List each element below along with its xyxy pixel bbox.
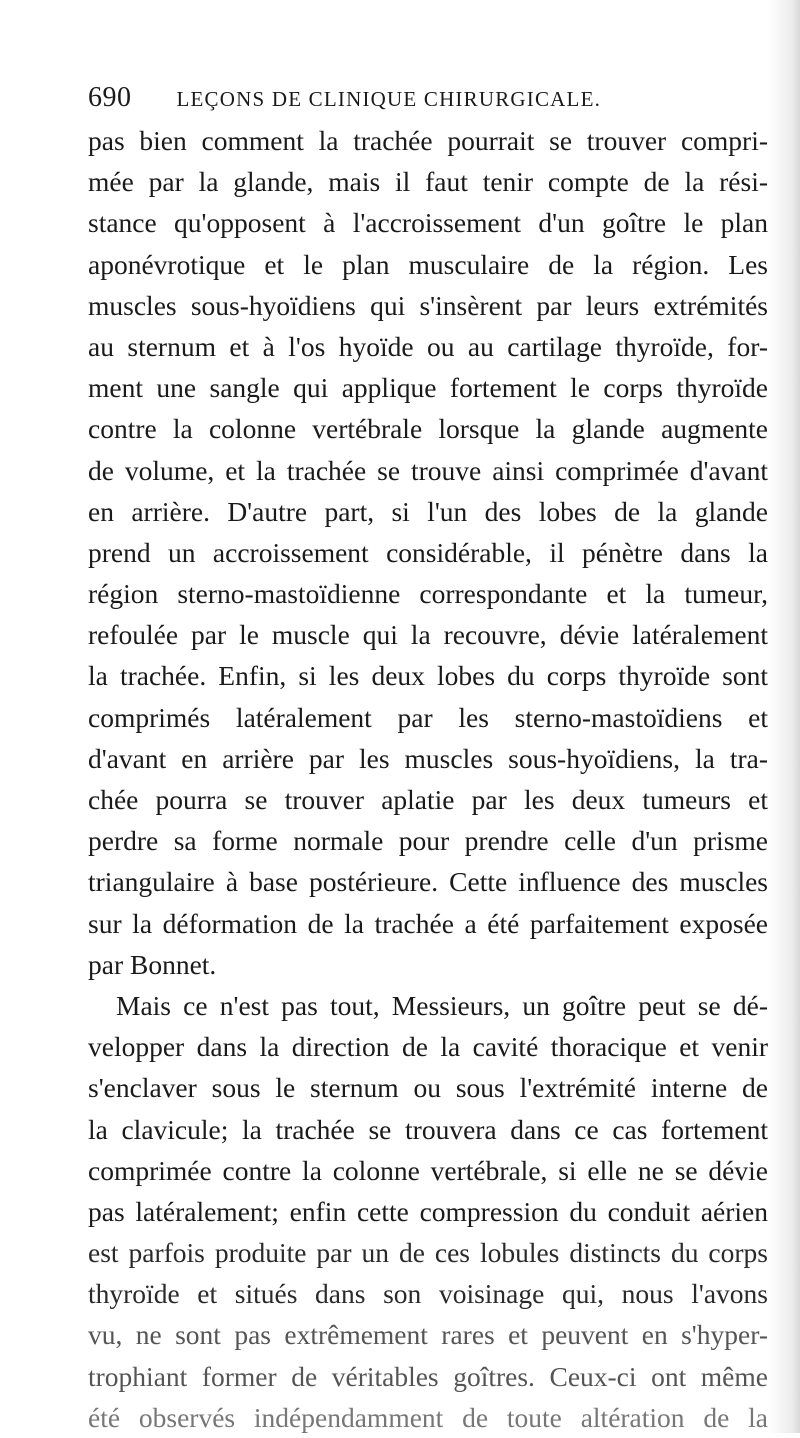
text-line: muscles sous-hyoïdiens qui s'insèrent par leurs extrémités <box>88 289 768 321</box>
text-line: sur la déformation de la trachée a été parfaitement exposée <box>88 907 768 939</box>
text-line: la trachée. Enfin, si les deux lobes du corps thyroïde sont <box>88 660 768 692</box>
text-line: pas bien comment la trachée pourrait se trouver compri- <box>88 125 768 156</box>
text-line: velopper dans la direction de la cavité thoracique et venir <box>88 1031 768 1063</box>
text-line: d'avant en arrière par les muscles sous-hyoïdiens, la tra- <box>88 742 768 774</box>
text-line: aponévrotique et le plan musculaire de la région. Les <box>88 248 768 280</box>
text-line: chée pourra se trouver aplatie par les deux tumeurs et <box>88 784 768 815</box>
text-line: vu, ne sont pas extrêmement rares et peuvent en s'hyper- <box>88 1319 768 1351</box>
running-head <box>88 82 708 116</box>
text-line: prend un accroissement considérable, il pénètre dans la <box>88 536 768 568</box>
running-head-title: LEÇONS DE CLINIQUE CHIRURGICALE. <box>176 87 602 111</box>
text-line: refoulée par le muscle qui la recouvre, dévie latéralement <box>88 619 768 651</box>
text-line: triangulaire à base postérieure. Cette influence des muscles <box>88 866 768 898</box>
text-line: comprimée contre la colonne vertébrale, si elle ne se dévie <box>88 1154 768 1186</box>
text-line: de volume, et la trachée se trouve ainsi comprimée d'avant <box>88 454 768 486</box>
paragraph-last-line: par Bonnet. <box>88 948 217 980</box>
text-line: s'enclaver sous le sternum ou sous l'extrémité interne de <box>88 1072 768 1104</box>
text-line: en arrière. D'autre part, si l'un des lobes de la glande <box>88 495 768 527</box>
paragraph-first-line: Mais ce n'est pas tout, Messieurs, un goître peut se dé- <box>116 989 768 1021</box>
text-line: région sterno-mastoïdienne correspondante et la tumeur, <box>88 578 768 610</box>
text-line: contre la colonne vertébrale lorsque la glande augmente <box>88 413 768 445</box>
text-line: la clavicule; la trachée se trouvera dans ce cas fortement <box>88 1113 768 1145</box>
text-line: ment une sangle qui applique fortement le corps thyroïde <box>88 372 768 404</box>
text-line: trophiant former de véritables goîtres. Ceux-ci ont même <box>88 1360 768 1392</box>
page-number: 690 <box>88 82 132 113</box>
text-line: pas latéralement; enfin cette compression du conduit aérien <box>88 1195 768 1227</box>
text-line: est parfois produite par un de ces lobules distincts du corps <box>88 1237 768 1269</box>
text-line: au sternum et à l'os hyoïde ou au cartilage thyroïde, for- <box>88 330 768 362</box>
text-line: perdre sa forme normale pour prendre celle d'un prisme <box>88 825 768 857</box>
text-line: été observés indépendamment de toute altération de la <box>88 1401 768 1433</box>
text-line: thyroïde et situés dans son voisinage qui, nous l'avons <box>88 1278 768 1310</box>
text-line: stance qu'opposent à l'accroissement d'un goître le plan <box>88 207 768 239</box>
text-line: mée par la glande, mais il faut tenir compte de la rési- <box>88 166 768 198</box>
body-text <box>88 120 768 1438</box>
text-line: comprimés latéralement par les sterno-mastoïdiens et <box>88 701 768 733</box>
